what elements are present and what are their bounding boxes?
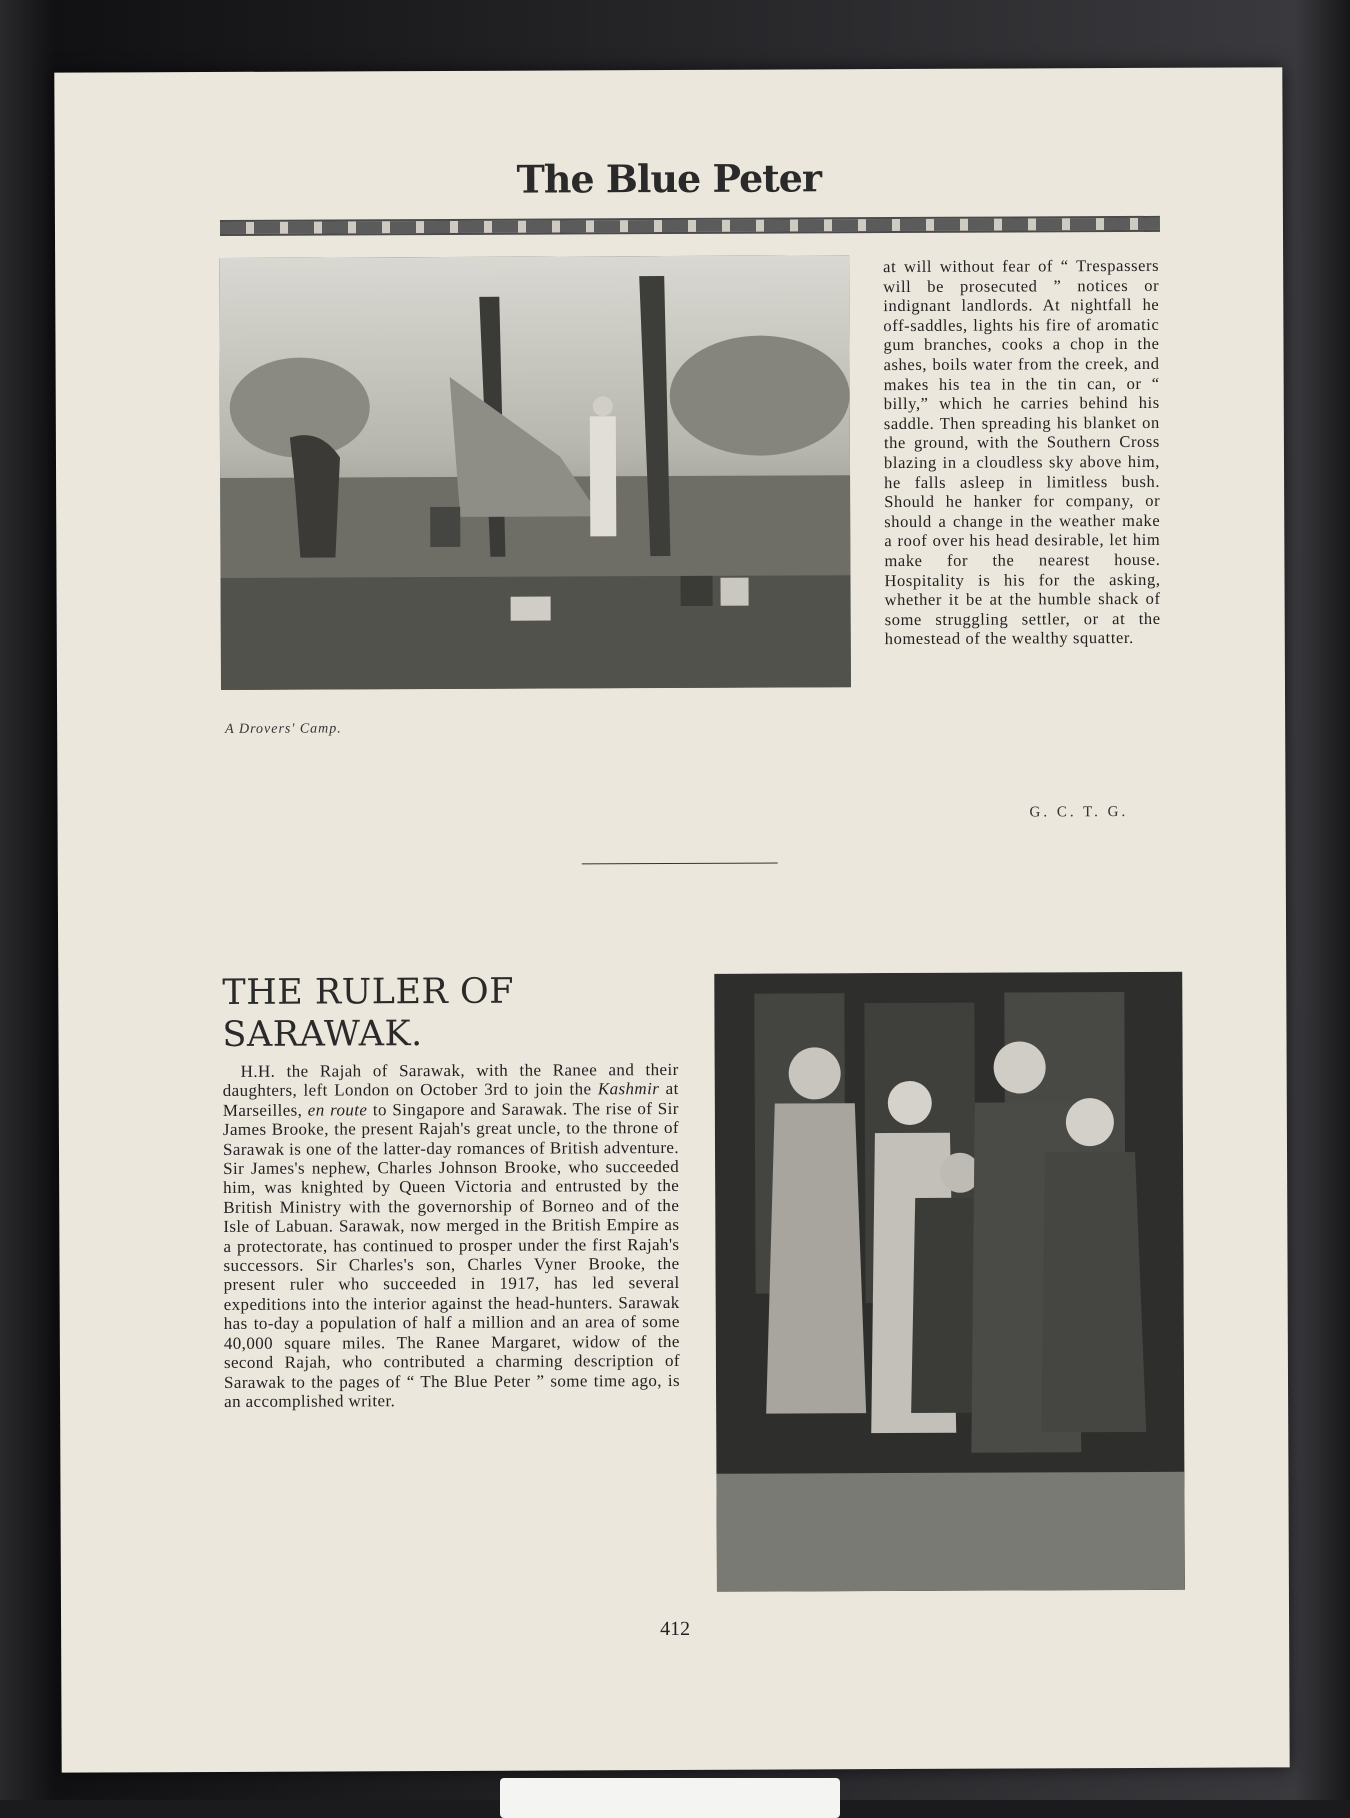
text-part-1: H.H. the Rajah of Sarawak, with the Ranee and their daughters, left London on October 3rd to join the (222, 1059, 679, 1101)
rajah-family-photo (714, 972, 1185, 1592)
camp-photo-icon (219, 255, 851, 690)
decorative-rule (220, 216, 1160, 236)
camp-photo-caption: A Drovers' Camp. (225, 721, 342, 737)
en-route-italic: en route (307, 1100, 368, 1120)
sarawak-headline: THE RULER OF SARAWAK. (222, 971, 515, 1055)
drover-paragraph: at will without fear of “ Trespassers will be prosecuted ” notices or indignant landlords. At nightfall he off-saddles, lights his fire of aromatic gum branches, cooks a chop in the ashes, boils water from the creek, and makes his tea in the tin can, or “ billy,” which he carries behind his saddle. Then spreading his blanket on the ground, with the Southern Cross blazing in a cloudless sky above him, he falls asleep in limitless bush. Should he hanker for company, or should a change in the weather make a roof over his head desirable, let him make for the nearest house. Hospitality is his for the asking, whether it be at the humble shack of some struggling settler, or at the homestead of the wealthy squatter. (883, 255, 1161, 649)
text-part-3: to Singapore and Sarawak. The rise of Sir James Brooke, the present Rajah's great uncle, to the throne of Sarawak is one of the latter-day romances of British adventure. Sir James's nephew, Charles Johnson Brooke, who succeeded him, was knighted by Queen Victoria and entrusted by the British Ministry with the governorship of Borneo and of the Isle of Labuan. Sarawak, now merged in the British Empire as a protectorate, has continued to prosper under the first Rajah's successors. Sir Charles's son, Charles Vyner Brooke, the present ruler who succeeded in 1917, has led several expeditions into the interior against the head-hunters. Sarawak has to-day a population of half a million and an area of some 40,000 square miles. The Ranee Margaret, widow of the second Rajah, who contributed a charming description of Sarawak to the pages of “ The Blue Peter ” some time ago, is an accomplished writer. (222, 1098, 681, 1411)
drovers-camp-photo (219, 255, 851, 690)
family-photo-icon (714, 972, 1185, 1592)
drover-article-text (883, 256, 1161, 649)
magazine-page (54, 67, 1289, 1772)
author-signature: G. C. T. G. (1029, 804, 1129, 821)
text-part-2: at Marseilles, (222, 1079, 679, 1120)
ship-name: Kashmir (597, 1079, 660, 1099)
masthead-title: The Blue Peter (516, 155, 822, 202)
sleeve-label (500, 1778, 840, 1818)
page-number: 412 (660, 1617, 691, 1641)
sarawak-article-text (223, 1060, 681, 1411)
section-divider (582, 863, 778, 865)
sarawak-paragraph (223, 1060, 681, 1411)
